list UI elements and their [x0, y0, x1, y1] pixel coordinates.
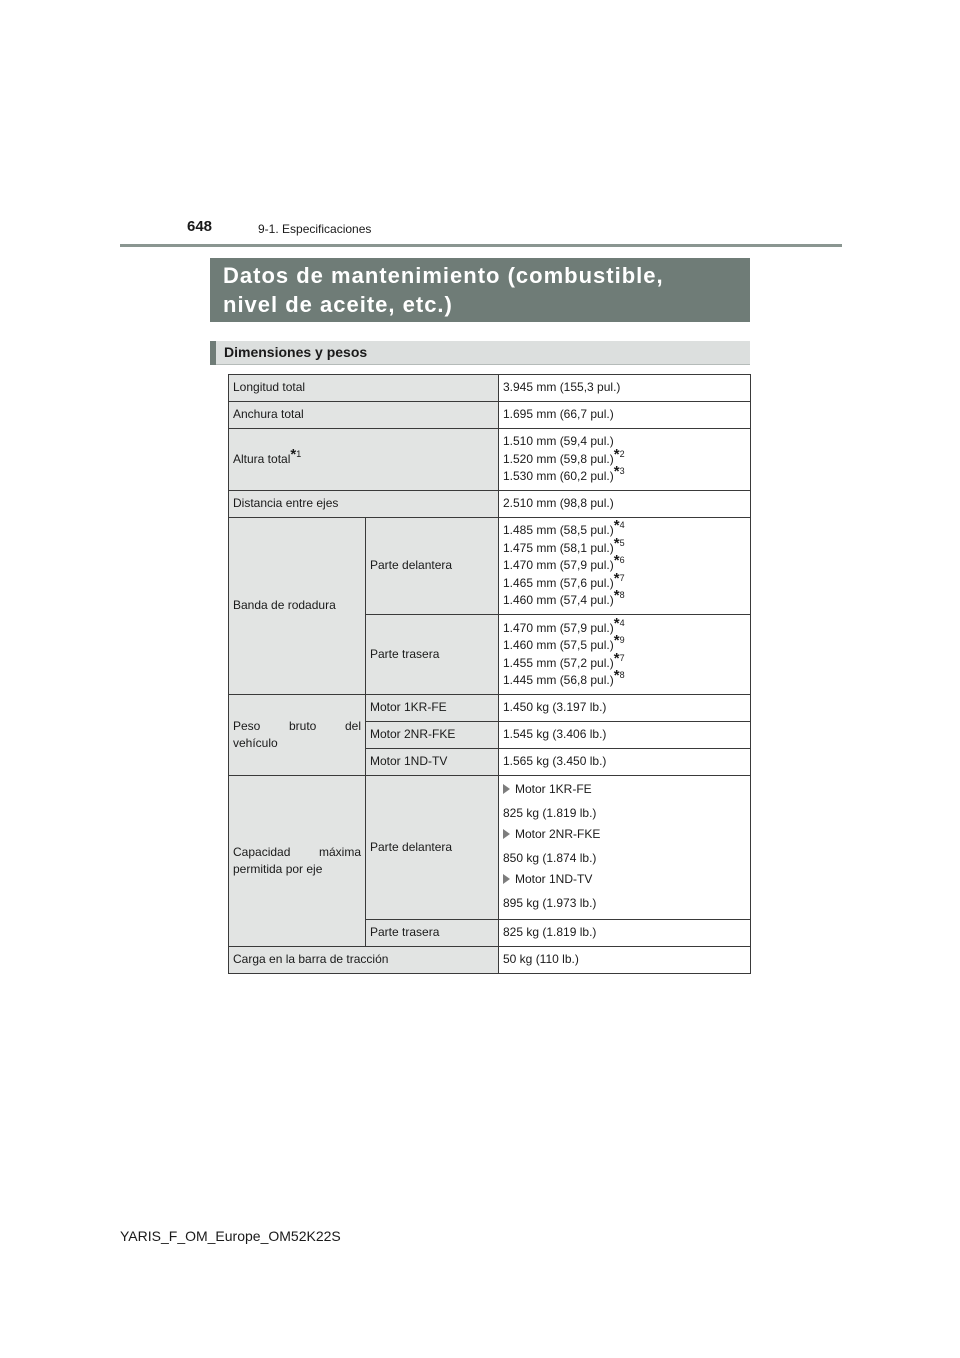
- value-line: 1.465 mm (57,6 pul.)$^{*7}$: [503, 569, 625, 590]
- row-sublabel: Parte delantera: [366, 776, 499, 920]
- value-line: 1.470 mm (57,9 pul.)$^{*6}$: [503, 552, 625, 573]
- subsection-accent-bar: [210, 341, 216, 365]
- header-divider: [120, 244, 842, 247]
- row-sublabel: Motor 2NR-FKE: [366, 722, 499, 749]
- row-label: Longitud total: [229, 375, 499, 402]
- page-title: [210, 258, 750, 322]
- row-label: [229, 429, 499, 491]
- row-value: [499, 518, 751, 615]
- row-sublabel: Parte trasera: [366, 615, 499, 695]
- row-value: 1.545 kg (3.406 lb.): [499, 722, 751, 749]
- value-line: 1.530 mm (60,2 pul.)$^{*3}$: [503, 463, 625, 484]
- motor-bullet: Motor 1ND-TV: [503, 871, 746, 889]
- dimensions-table: [228, 374, 751, 974]
- value-line: 1.445 mm (56,8 pul.)$^{*8}$: [503, 667, 625, 687]
- section-label: 9-1. Especificaciones: [258, 222, 372, 236]
- value-line: 1.485 mm (58,5 pul.)$^{*4}$: [503, 517, 625, 538]
- row-label: Peso bruto del vehículo: [229, 695, 366, 776]
- page-number: 648: [187, 218, 213, 235]
- table-row: [229, 518, 751, 615]
- row-label: Distancia entre ejes: [229, 491, 499, 518]
- motor-bullet: Motor 2NR-FKE: [503, 826, 746, 844]
- triangle-bullet-icon: [503, 874, 510, 884]
- table-row: [229, 695, 751, 722]
- value-line: 1.510 mm (59,4 pul.): [503, 434, 614, 449]
- triangle-bullet-icon: [503, 784, 510, 794]
- value-line: 1.455 mm (57,2 pul.)$^{*7}$: [503, 649, 625, 670]
- row-value: 50 kg (110 lb.): [499, 947, 751, 974]
- table-row: [229, 375, 751, 402]
- value-line: 850 kg (1.874 lb.): [503, 850, 597, 865]
- row-value: 1.565 kg (3.450 lb.): [499, 749, 751, 776]
- row-label: Banda de rodadura: [229, 518, 366, 695]
- subsection-title: Dimensiones y pesos: [224, 344, 368, 360]
- row-label: Capacidad máxima permitida por eje: [229, 776, 366, 947]
- value-line: 1.460 mm (57,5 pul.)$^{*9}$: [503, 632, 625, 652]
- footnote-asterisk: *: [290, 445, 297, 463]
- row-value: 1.450 kg (3.197 lb.): [499, 695, 751, 722]
- value-line: 1.475 mm (58,1 pul.)$^{*5}$: [503, 534, 625, 555]
- row-value: [499, 429, 751, 491]
- row-sublabel: Motor 1KR-FE: [366, 695, 499, 722]
- footnote-number: 1: [296, 448, 302, 459]
- altura-label: Altura total: [233, 451, 291, 466]
- table-row: [229, 429, 751, 491]
- value-line: 1.520 mm (59,8 pul.)$^{*2}$: [503, 445, 625, 466]
- row-value: 2.510 mm (98,8 pul.): [499, 491, 751, 518]
- row-sublabel: Motor 1ND-TV: [366, 749, 499, 776]
- value-line: 825 kg (1.819 lb.): [503, 805, 597, 820]
- page-title-line-2: nivel de aceite, etc.): [223, 292, 453, 317]
- motor-bullet: Motor 1KR-FE: [503, 781, 746, 799]
- value-line: 895 kg (1.973 lb.): [503, 895, 597, 910]
- table-row: [229, 776, 751, 920]
- subsection-header: [210, 341, 750, 365]
- value-line: 1.470 mm (57,9 pul.)$^{*4}$: [503, 614, 625, 635]
- row-value: 825 kg (1.819 lb.): [499, 920, 751, 947]
- row-value: [499, 615, 751, 695]
- table-row: [229, 947, 751, 974]
- triangle-bullet-icon: [503, 829, 510, 839]
- row-value: [499, 776, 751, 920]
- row-value: 3.945 mm (155,3 pul.): [499, 375, 751, 402]
- row-sublabel: Parte delantera: [366, 518, 499, 615]
- table-row: [229, 491, 751, 518]
- value-line: 1.460 mm (57,4 pul.)$^{*8}$: [503, 587, 625, 608]
- row-value: 1.695 mm (66,7 pul.): [499, 402, 751, 429]
- row-label: Carga en la barra de tracción: [229, 947, 499, 974]
- page-title-line-1: Datos de mantenimiento (combustible,: [223, 263, 664, 288]
- table-row: [229, 402, 751, 429]
- row-sublabel: Parte trasera: [366, 920, 499, 947]
- document-footer: YARIS_F_OM_Europe_OM52K22S: [120, 1228, 341, 1244]
- row-label: Anchura total: [229, 402, 499, 429]
